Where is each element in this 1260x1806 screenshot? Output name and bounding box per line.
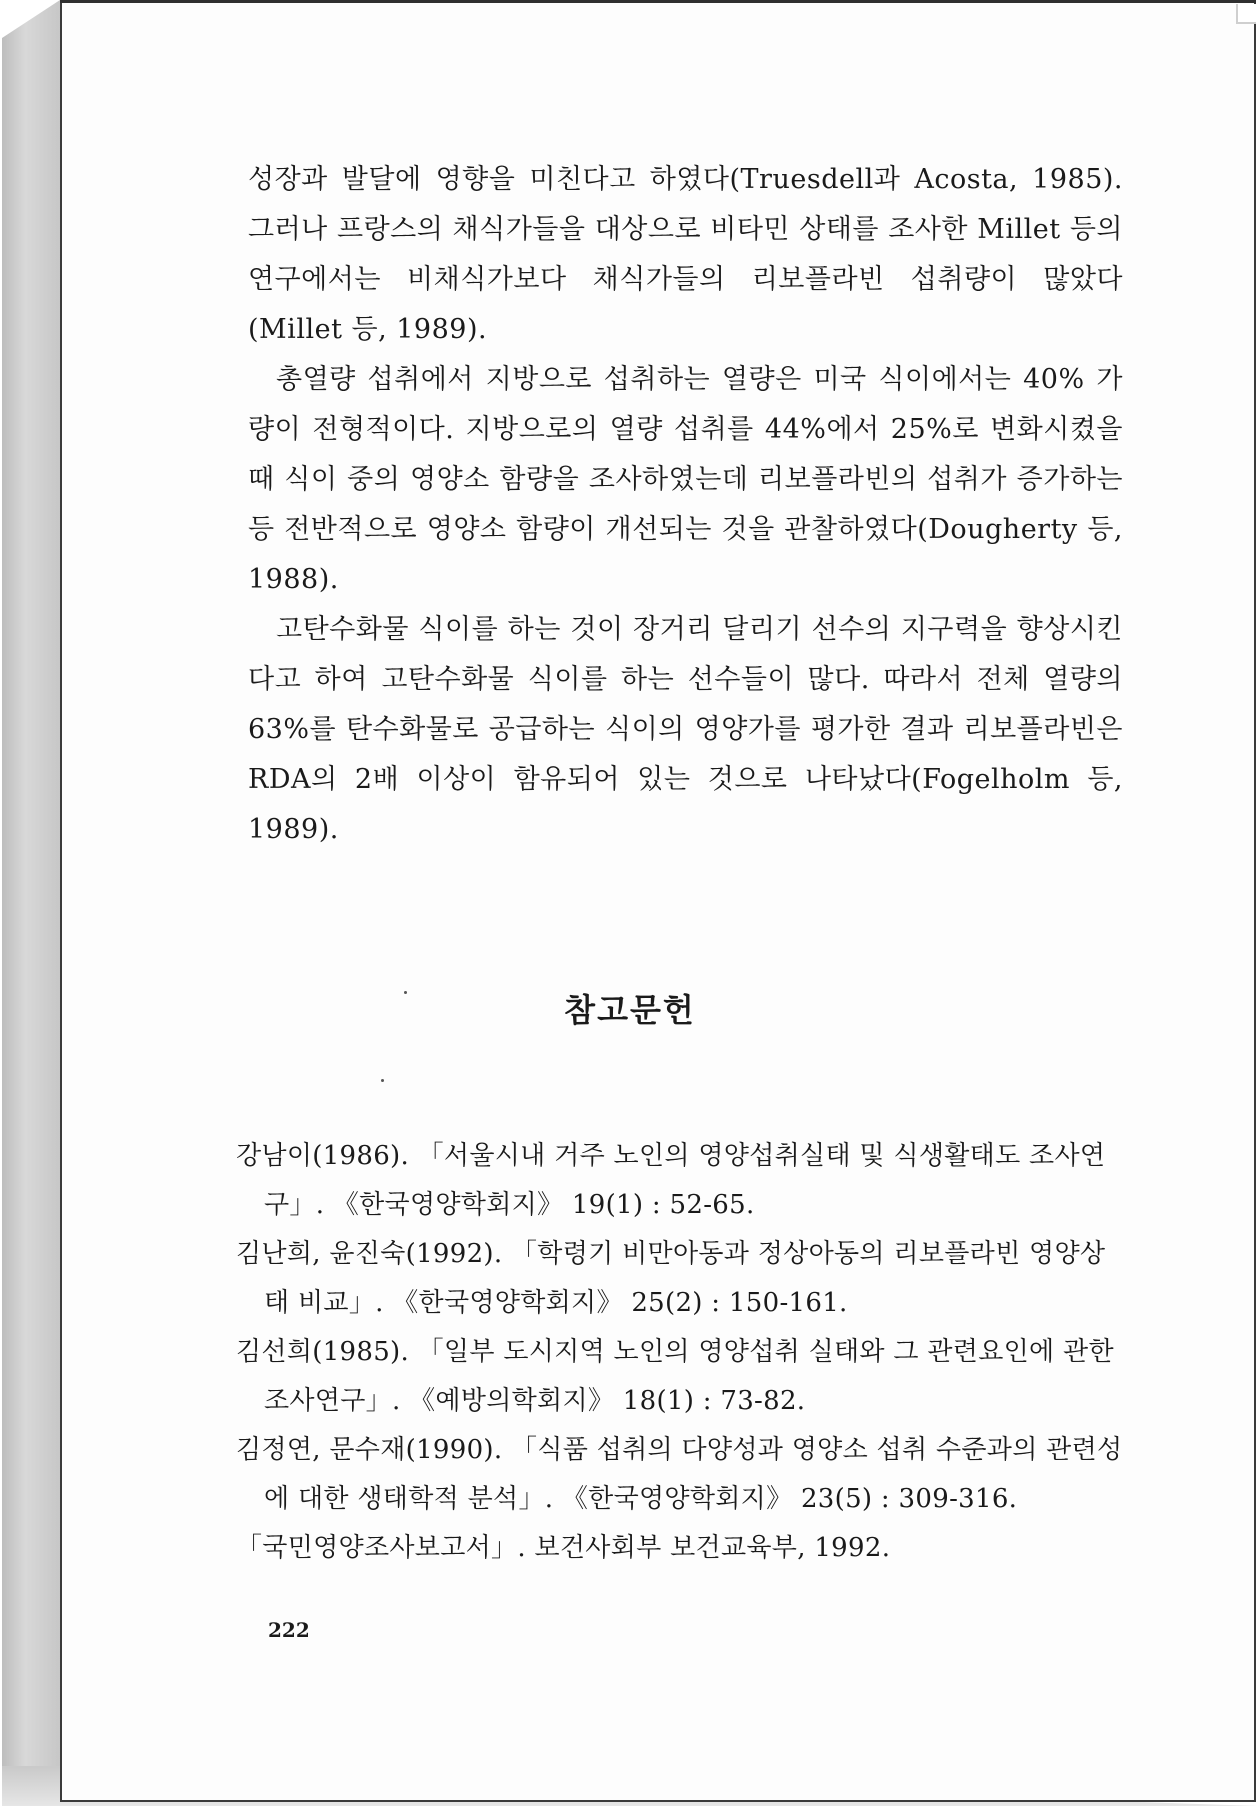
paragraph-3: 고탄수화물 식이를 하는 것이 장거리 달리기 선수의 지구력을 향상시킨다고 하여 고탄수화물 식이를 하는 선수들이 많다. 따라서 전체 열량의 63%를 탄수화물로 공급하는 식이의 영양가를 평가한 결과 리보플라빈은 RDA의 2배 이상이 함유되어 있는 것으로 나타났다(Fogelholm 등, 1989). [248, 614, 1123, 845]
page-corner-fold [1236, 4, 1256, 24]
reference-item: 김정연, 문수재(1990). 「식품 섭취의 다양성과 영양소 섭취 수준과의 관련성에 대한 생태학적 분석」. 《한국영양학회지》 23(5) : 309-316. [236, 1435, 1123, 1514]
scan-speck [404, 991, 407, 994]
page-number: 222 [268, 1618, 310, 1642]
reference-item: 김난희, 윤진숙(1992). 「학령기 비만아동과 정상아동의 리보플라빈 영양상태 비교」. 《한국영양학회지》 25(2) : 150-161. [236, 1239, 1106, 1318]
scan-speck [381, 1079, 384, 1082]
reference-item: 강남이(1986). 「서울시내 거주 노인의 영양섭취실태 및 식생활태도 조사연구」. 《한국영양학회지》 19(1) : 52-65. [236, 1141, 1106, 1220]
book-spine-side [2, 0, 60, 1806]
paragraph-2: 총열량 섭취에서 지방으로 섭취하는 열량은 미국 식이에서는 40% 가량이 전형적이다. 지방으로의 열량 섭취를 44%에서 25%로 변화시켰을 때 식이 중의 영양소 함량을 조사하였는데 리보플라빈의 섭취가 증가하는 등 전반적으로 영양소 함량이 개선되는 것을 관찰하였다(Dougherty 등, 1988). [248, 364, 1123, 595]
references-heading: 참고문헌 [564, 991, 696, 1029]
reference-item: 김선희(1985). 「일부 도시지역 노인의 영양섭취 실태와 그 관련요인에 관한 조사연구」. 《예방의학회지》 18(1) : 73-82. [236, 1337, 1114, 1416]
body-text [248, 155, 1123, 855]
page-top-edge [60, 0, 1256, 3]
reference-item: 「국민영양조사보고서」. 보건사회부 보건교육부, 1992. [236, 1533, 891, 1563]
references-list [236, 1132, 1126, 1573]
paragraph-1: 성장과 발달에 영향을 미친다고 하였다(Truesdell과 Acosta, 1985). 그러나 프랑스의 채식가들을 대상으로 비타민 상태를 조사한 Millet 등의 연구에서는 비채식가보다 채식가들의 리보플라빈 섭취량이 많았다(Millet 등, 1989). [248, 164, 1123, 345]
